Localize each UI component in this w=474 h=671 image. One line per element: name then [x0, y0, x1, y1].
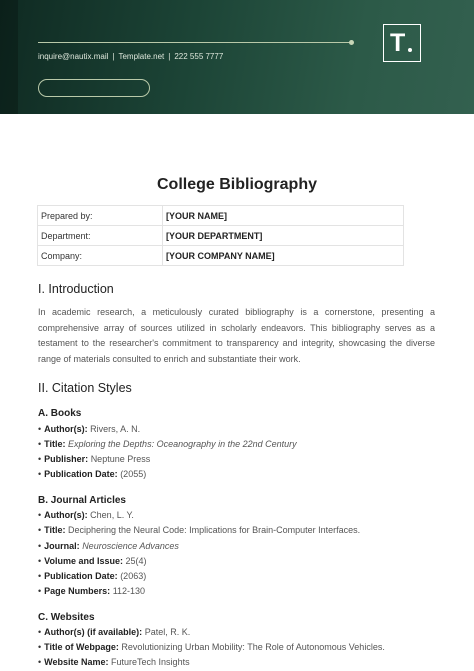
list-item: • Page Numbers: 112-130: [38, 586, 146, 596]
item-value: Rivers, A. N.: [90, 424, 141, 434]
list-item: • Title of Webpage: Revolutionizing Urban Mobility: The Role of Autonomous Vehicles.: [38, 642, 385, 652]
item-value: Deciphering the Neural Code: Implications for Brain-Computer Interfaces.: [68, 525, 361, 535]
item-value: 25(4): [125, 556, 147, 566]
item-value: Neptune Press: [90, 454, 151, 464]
introduction-paragraph: In academic research, a meticulously curated bibliography is a cornerstone, presenting a comprehensive array of sources utilized in scholarly endeavors. This bibliography serves as a testament to the researcher's commitment to transparency and integrity, showcasing the diverse range of materials consulted to enrich and substantiate their work.: [38, 307, 435, 364]
header-phone: 222 555 7777: [174, 52, 224, 61]
info-value: [YOUR NAME]: [163, 206, 404, 226]
info-label: Company:: [38, 246, 163, 266]
template-logo: [383, 24, 421, 62]
item-label: Title of Webpage:: [44, 642, 119, 652]
item-value: (2055): [120, 469, 147, 479]
item-label: Publication Date:: [44, 571, 118, 581]
info-value: [YOUR COMPANY NAME]: [163, 246, 404, 266]
info-table: [37, 205, 404, 266]
list-item: • Title: Exploring the Depths: Oceanography in the 22nd Century: [38, 439, 297, 449]
subheading-websites: C. Websites: [38, 612, 95, 623]
list-item: • Publication Date: (2055): [38, 469, 147, 479]
list-item: • Author(s) (if available): Patel, R. K.: [38, 627, 191, 637]
header-divider-line: [38, 42, 351, 43]
item-label: Author(s) (if available):: [44, 627, 143, 637]
header-website[interactable]: Template.net: [118, 52, 165, 61]
header-contact-line: [38, 52, 223, 61]
header-separator: |: [168, 52, 171, 61]
header-edge-shade: [0, 0, 18, 114]
item-value: (2063): [120, 571, 147, 581]
logo-dot-icon: [408, 48, 412, 52]
item-label: Author(s):: [44, 510, 88, 520]
table-row: [38, 246, 404, 266]
item-value: Exploring the Depths: Oceanography in the 22nd Century: [68, 439, 297, 449]
list-item: • Publication Date: (2063): [38, 571, 147, 581]
item-label: Author(s):: [44, 424, 88, 434]
table-row: [38, 206, 404, 226]
list-item: • Author(s): Chen, L. Y.: [38, 510, 134, 520]
item-value: Neuroscience Advances: [82, 541, 179, 551]
header-divider-dot: [349, 40, 354, 45]
list-item: • Volume and Issue: 25(4): [38, 556, 147, 566]
info-label: Department:: [38, 226, 163, 246]
item-label: Title:: [44, 525, 66, 535]
item-label: Volume and Issue:: [44, 556, 124, 566]
item-value: FutureTech Insights: [111, 657, 190, 667]
item-value: 112-130: [112, 586, 146, 596]
list-item: • Title: Deciphering the Neural Code: Implications for Brain-Computer Interfaces.: [38, 525, 361, 535]
list-item: • Publisher: Neptune Press: [38, 454, 151, 464]
section-heading-introduction: I. Introduction: [38, 282, 114, 296]
item-label: Journal:: [44, 541, 80, 551]
subheading-books: A. Books: [38, 408, 82, 419]
subheading-journal-articles: B. Journal Articles: [38, 495, 126, 506]
header-banner: [0, 0, 474, 114]
list-item: • Author(s): Rivers, A. N.: [38, 424, 141, 434]
item-value: Patel, R. K.: [144, 627, 191, 637]
item-label: Title:: [44, 439, 66, 449]
info-label: Prepared by:: [38, 206, 163, 226]
list-item: • Journal: Neuroscience Advances: [38, 541, 179, 551]
header-email[interactable]: inquire@nautix.mail: [38, 52, 109, 61]
header-pill-outline: [38, 79, 150, 97]
item-label: Page Numbers:: [44, 586, 111, 596]
list-item: • Website Name: FutureTech Insights: [38, 657, 190, 667]
section-heading-citation-styles: II. Citation Styles: [38, 381, 132, 395]
header-separator: |: [112, 52, 115, 61]
item-label: Website Name:: [44, 657, 109, 667]
logo-letter: T: [390, 29, 406, 57]
document-title: College Bibliography: [156, 176, 317, 193]
info-value: [YOUR DEPARTMENT]: [163, 226, 404, 246]
item-label: Publication Date:: [44, 469, 118, 479]
table-row: [38, 226, 404, 246]
item-value: Revolutionizing Urban Mobility: The Role of Autonomous Vehicles.: [121, 642, 385, 652]
item-label: Publisher:: [44, 454, 89, 464]
item-value: Chen, L. Y.: [90, 510, 134, 520]
